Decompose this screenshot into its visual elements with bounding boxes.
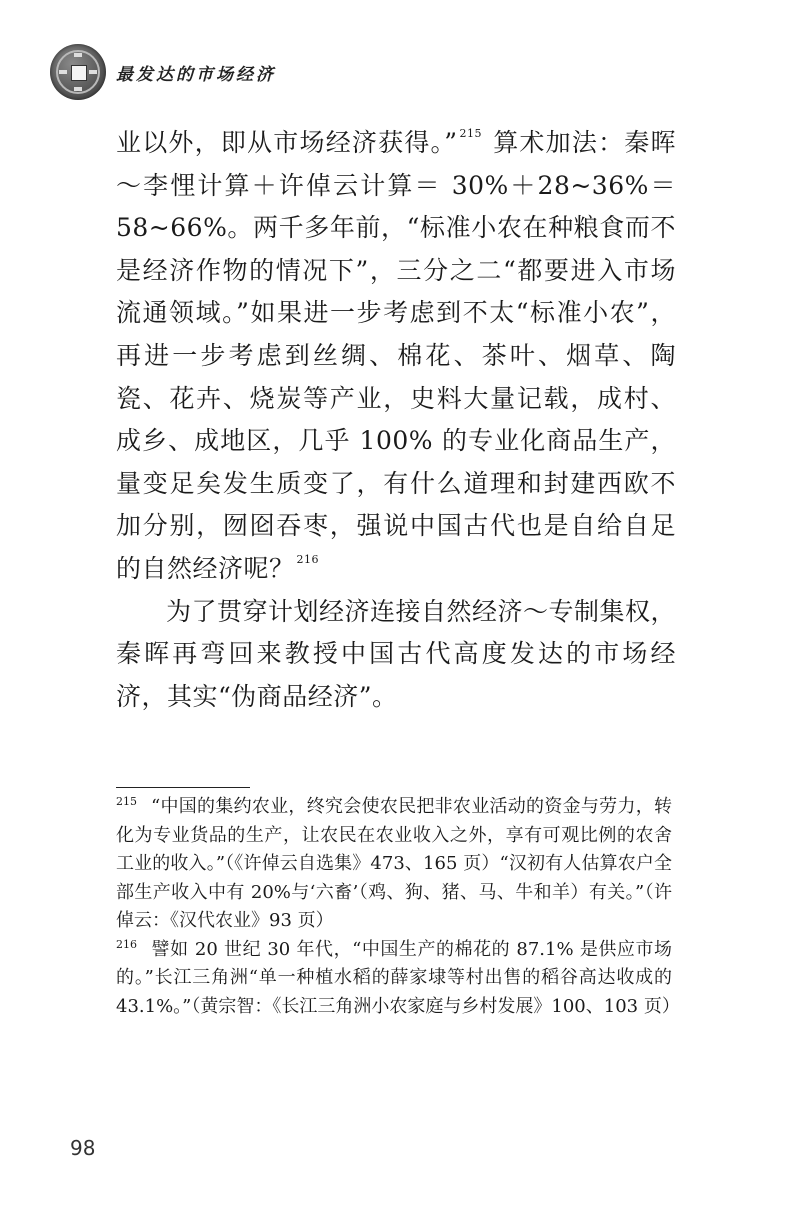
- chapter-title: 最发达的市场经济: [116, 64, 276, 85]
- footnote-216: [116, 936, 680, 1022]
- paragraph-2: 为了贯穿计划经济连接自然经济～专制集权，秦晖再弯回来教授中国古代高度发达的市场经济，其实“伪商品经济”。: [116, 596, 677, 711]
- paragraph-1-text-a: 业以外，即从市场经济获得。”: [116, 128, 458, 157]
- footnote-ref-215[interactable]: 215: [459, 127, 483, 140]
- paragraph-1-text-b: 算术加法：秦晖～李悝计算＋许倬云计算＝ 30%＋28~36%＝ 58~66%。两千多年前，“标准小农在种粮食而不是经济作物的情况下”，三分之二“都要进入市场流通领域。”如果进一步考虑到不太“标准小农”，再进一步考虑到丝绸、棉花、茶叶、烟草、陶瓷、花卉、烧炭等产业，史料大量记载，成村、成乡、成地区，几乎 100% 的专业化商品生产，量变足矣发生质变了，有什么道理和封建西欧不加分别，囫囵吞枣，强说中国古代也是自给自足的自然经济呢？: [116, 128, 676, 583]
- footnote-separator: [116, 787, 250, 788]
- footnotes: [116, 793, 680, 1021]
- coin-mark: [74, 87, 82, 91]
- coin-mark: [59, 70, 67, 74]
- paragraph-1: [116, 122, 676, 591]
- page-number: 98: [70, 1136, 96, 1160]
- footnote-ref-216[interactable]: 216: [296, 552, 320, 566]
- coin-mark: [74, 53, 82, 57]
- footnote-number: 215: [116, 795, 137, 808]
- coin-mark: [89, 70, 97, 74]
- running-header: [50, 42, 276, 102]
- footnote-text: “中国的集约农业，终究会使农民把非农业活动的资金与劳力，转化为专业货品的生产，让农民在农业收入之外，享有可观比例的农舍工业的收入。”（《许倬云自选集》473、165 页）“汉初有人估算农户全部生产收入中有 20%与‘六畜’（鸡、狗、猪、马、牛和羊）有关。”（许倬云：《汉代农业》93 页）: [116, 796, 672, 931]
- footnote-215: [116, 793, 672, 936]
- footnote-number: 216: [116, 937, 137, 951]
- footnote-text: 譬如 20 世纪 30 年代，“中国生产的棉花的 87.1% 是供应市场的。”长江三角洲“单一种植水稻的薛家埭等村出售的稻谷高达收成的 43.1%。”（黄宗智：《长江三角洲小农家庭与乡村发展》100、103 页）: [116, 938, 680, 1017]
- body-text: [116, 122, 676, 718]
- coin-square-hole: [71, 65, 87, 81]
- ancient-coin-icon: [50, 44, 106, 100]
